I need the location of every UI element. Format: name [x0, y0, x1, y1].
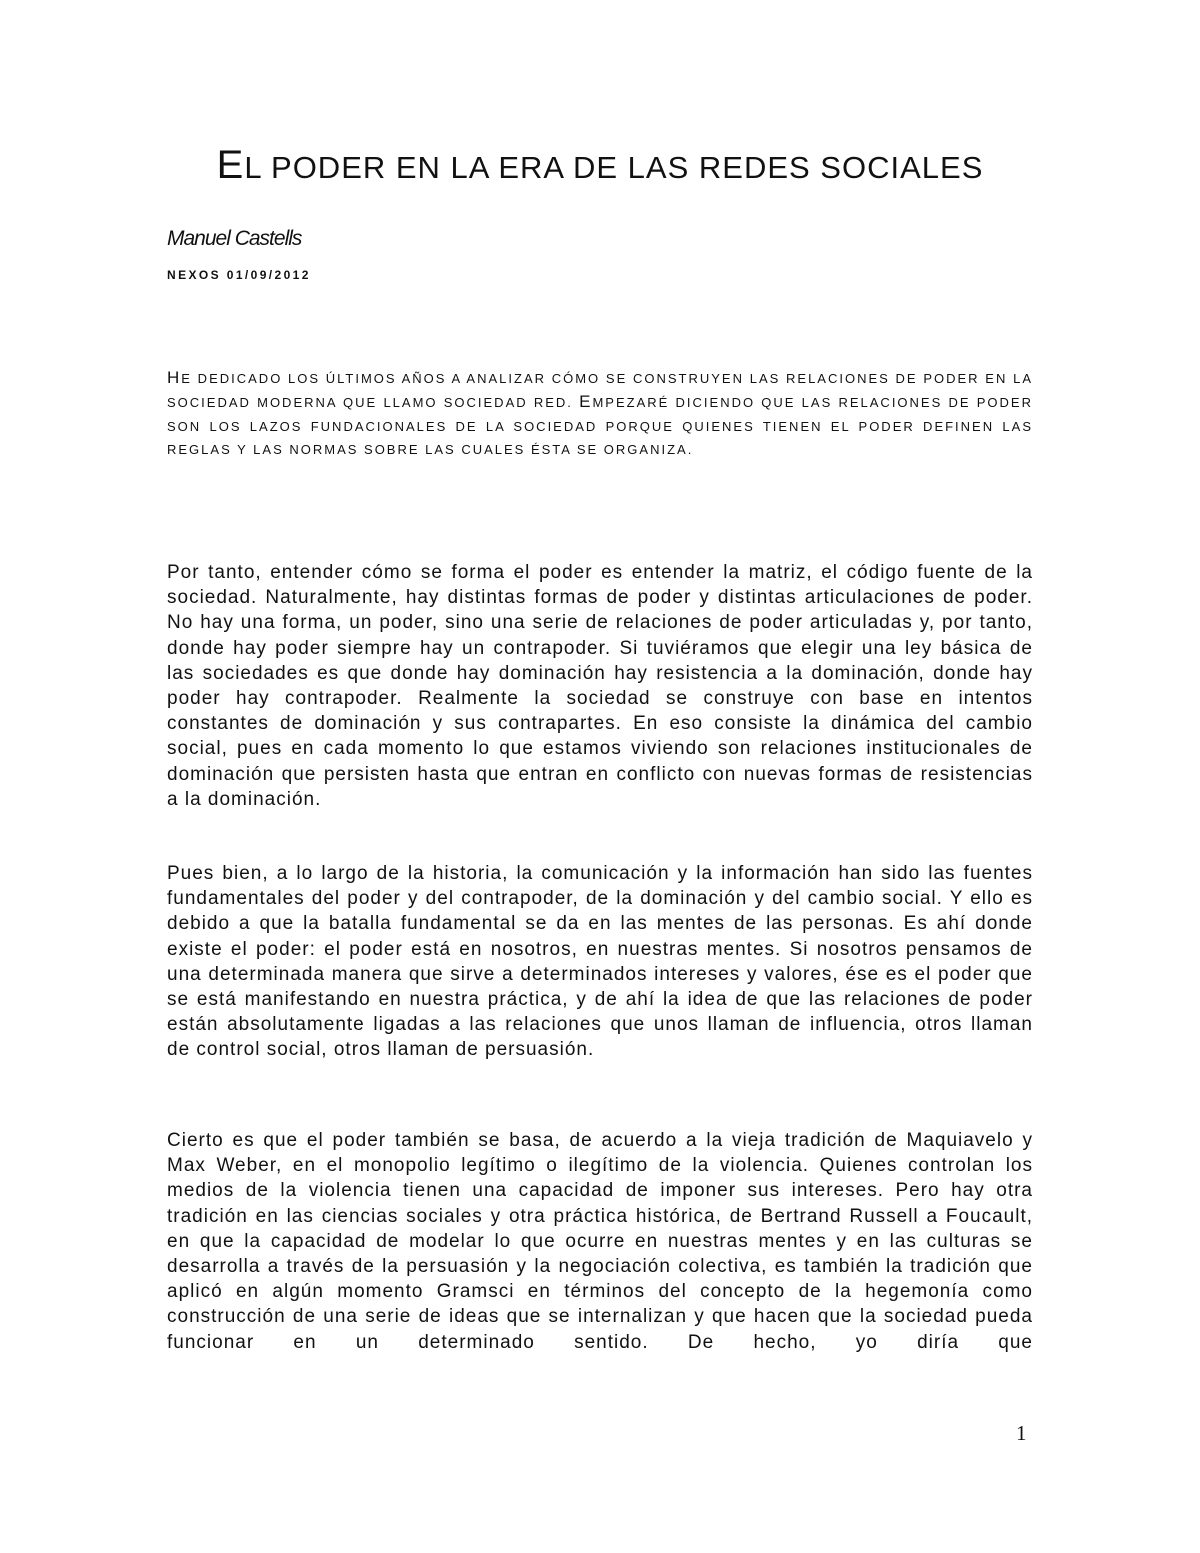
document-title	[0, 143, 1200, 188]
body-paragraph: Pues bien, a lo largo de la historia, la comunicación y la información han sido las fuentes fundamentales del poder y del contrapoder, de la dominación y del cambio social. Y ello es debido a que la batalla fundamental se da en las mentes de las personas. Es ahí donde existe el poder: el poder está en nosotros, en nuestras mentes. Si nosotros pensamos de una determinada manera que sirve a determinados intereses y valores, ése es el poder que se está manifestando en nuestra práctica, y de ahí la idea de que las relaciones de poder están absolutamente ligadas a las relaciones que unos llaman de influencia, otros llaman de control social, otros llaman de persuasión.	[167, 863, 1033, 1061]
title-initial: E	[216, 143, 245, 187]
source-line: NEXOS 01/09/2012	[167, 268, 311, 282]
body-paragraph: Cierto es que el poder también se basa, de acuerdo a la vieja tradición de Maquiavelo y Max Weber, en el monopolio legítimo o ilegítimo de la violencia. Quienes controlan los medios de la violencia tienen una capacidad de imponer sus intereses. Pero hay otra tradición en las ciencias sociales y otra práctica histórica, de Bertrand Russell a Foucault, en que la capacidad de modelar lo que ocurre en nuestras mentes y en las culturas se desarrolla a través de la persuasión y la negociación colectiva, es también la tradición que aplicó en algún momento Gramsci en términos del concepto de la hegemonía como construcción de una serie de ideas que se internalizan y que hacen que la sociedad pueda funcionar en un determinado sentido. De hecho, yo diría que	[167, 1130, 1033, 1353]
body-paragraph: Por tanto, entender cómo se forma el poder es entender la matriz, el código fuente de la sociedad. Naturalmente, hay distintas formas de poder y distintas articulaciones de poder. No hay una forma, un poder, sino una serie de relaciones de poder articuladas y, por tanto, donde hay poder siempre hay un contrapoder. Si tuviéramos que elegir una ley básica de las sociedades es que donde hay dominación hay resistencia a la dominación, donde hay poder hay contrapoder. Realmente la sociedad se construye con base en intentos constantes de dominación y sus contrapartes. En eso consiste la dinámica del cambio social, pues en cada momento lo que estamos viviendo son relaciones institucionales de dominación que persisten hasta que entran en conflicto con nuevas formas de resistencias a la dominación.	[167, 562, 1033, 810]
intro-text: E DEDICADO LOS ÚLTIMOS AÑOS A ANALIZAR CÓMO SE CONSTRUYEN LAS RELACIONES DE PODER EN LA SOCIEDAD MODERNA QUE LLAMO SOCIEDAD RED.	[167, 371, 1033, 411]
author-name: Manuel Castells	[167, 227, 302, 250]
intro-paragraph	[167, 366, 1033, 462]
page-number: 1	[1016, 1421, 1027, 1445]
title-text: L PODER EN LA ERA DE LAS REDES SOCIALES	[244, 150, 984, 185]
intro-initial: H	[167, 368, 182, 387]
intro-text-2: MPEZARÉ DICIENDO QUE LAS RELACIONES DE PODER SON LOS LAZOS FUNDACIONALES DE LA SOCIEDAD PORQUE QUIENES TIENEN EL PODER DEFINEN LAS REGLAS Y LAS NORMAS SOBRE LAS CUALES ÉSTA SE ORGANIZA.	[167, 395, 1033, 458]
intro-initial-2: E	[579, 392, 593, 412]
